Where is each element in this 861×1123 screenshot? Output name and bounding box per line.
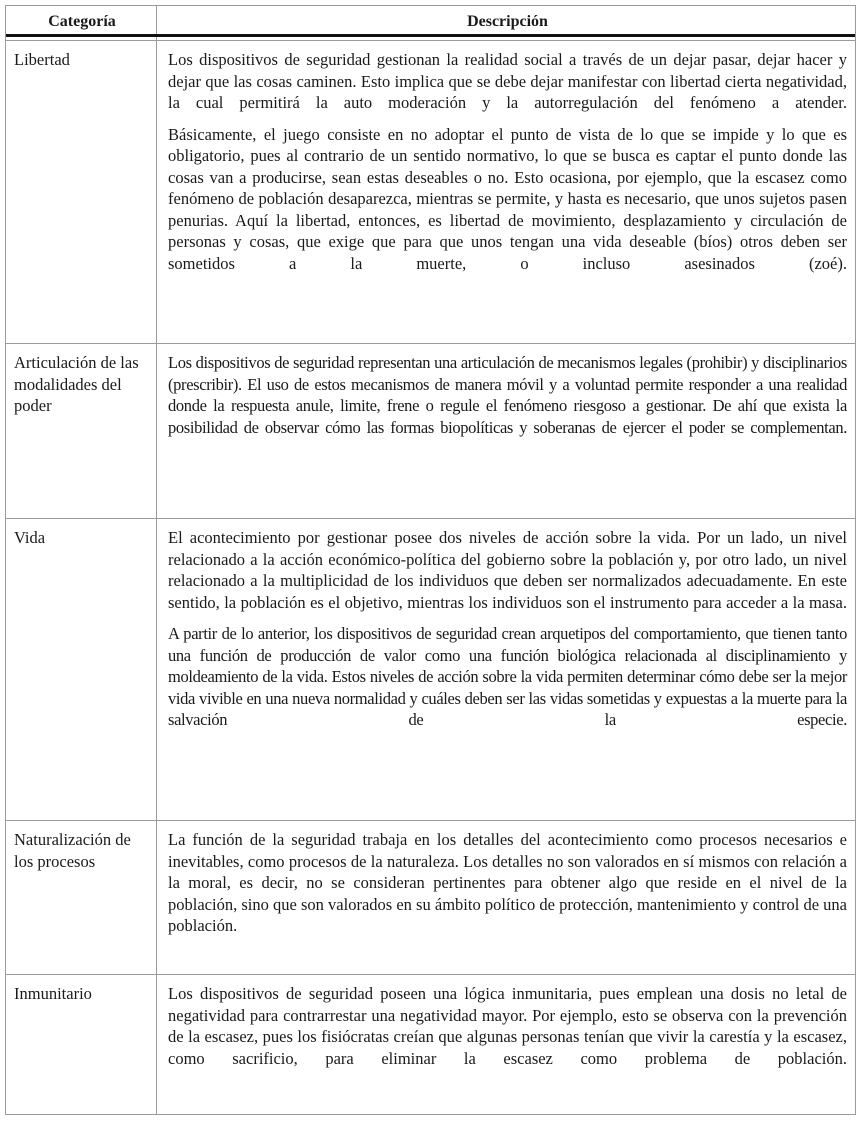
category-cell: Libertad — [14, 50, 70, 69]
table-row — [6, 40, 855, 343]
table-row — [6, 820, 855, 974]
category-cell: Articulación de las modalidades del poder — [14, 353, 139, 415]
table-row — [6, 518, 855, 820]
description-cell — [158, 41, 855, 343]
description-paragraph: Los dispositivos de seguridad poseen una lógica inmunitaria, pues emplean una dosis no letal de negatividad para contrarrestar una negatividad mayor. Por ejemplo, esto se observa con la prevención de la escasez, pues los fisiócratas creían que algunas personas tenían que vivir la carestía y la escasez, como sacrificio, para eliminar la escasez como problema de población. — [168, 984, 847, 1068]
description-paragraph: A partir de lo anterior, los dispositivos de seguridad crean arquetipos del comportamiento, que tienen tanto una función de producción de valor como una función biológica relacionada al disciplinamiento y moldeamiento de la vida. Estos niveles de acción sobre la vida permiten determinar cómo debe ser la mejor vida vivible en una nueva normalidad y cuáles deben ser las vidas sometidas y expuestas a la muerte para la salvación de la especie. — [168, 624, 847, 729]
category-cell: Naturalización de los procesos — [14, 830, 131, 871]
description-paragraph: Los dispositivos de seguridad gestionan la realidad social a través de un dejar pasar, dejar hacer y dejar que las cosas caminen. Esto implica que se debe dejar manifestar con libertad cierta negatividad, la cual permitirá la auto moderación y la autorregulación del fenómeno a atender. — [168, 50, 847, 112]
description-paragraph: Básicamente, el juego consiste en no adoptar el punto de vista de lo que se impide y lo que es obligatorio, pues al contrario de un sentido normativo, lo que se busca es captar el punto donde las cosas van a producirse, sean estas deseables o no. Esto ocasiona, por ejemplo, que la escasez como fenómeno de población desaparezca, mientras se permite, y hasta es necesario, que unos sujetos pasen penurias. Aquí la libertad, entonces, es libertad de movimiento, desplazamiento y circulación de personas y cosas, que exige que para que unos tengan una vida deseable (bíos) otros deben ser sometidos a la muerte, o incluso asesinados (zoé). — [168, 124, 847, 273]
description-cell — [158, 344, 855, 518]
header-category: Categoría — [48, 13, 116, 30]
header-description: Descripción — [467, 13, 548, 30]
description-paragraph: Los dispositivos de seguridad representan una articulación de mecanismos legales (prohibir) y disciplinarios (prescribir). El uso de estos mecanismos de manera móvil y a voluntad permite responder a una realidad donde la respuesta anule, limite, frene o regule el fenómeno riesgoso a gestionar. De ahí que exista la posibilidad de observar cómo las formas biopolíticas y soberanas de ejercer el poder se complementan. — [168, 353, 847, 437]
table-row — [6, 974, 855, 1116]
description-paragraph: El acontecimiento por gestionar posee dos niveles de acción sobre la vida. Por un lado, un nivel relacionado a la acción económico-política del gobierno sobre la población y, por otro lado, un nivel relacionado a la multiplicidad de los individuos que deben ser normalizados adecuadamente. En este sentido, la población es el objetivo, mientras los individuos son el instrumento para acceder a la masa. — [168, 528, 847, 612]
table-header-row — [6, 6, 855, 37]
category-cell: Inmunitario — [14, 984, 92, 1003]
description-cell — [158, 975, 855, 1116]
description-cell — [158, 519, 855, 820]
description-cell — [158, 821, 855, 974]
category-cell: Vida — [14, 528, 46, 547]
categories-table — [5, 5, 856, 1115]
description-paragraph: La función de la seguridad trabaja en los detalles del acontecimiento como procesos necesarios e inevitables, como procesos de la naturaleza. Los detalles no son valorados en sí mismos con relación a la moral, es decir, no se consideran pertinentes para obtener algo que reside en el nivel de la población, sino que son valorados en su ámbito político de protección, mantenimiento y control de una población. — [168, 830, 847, 935]
table-row — [6, 343, 855, 518]
